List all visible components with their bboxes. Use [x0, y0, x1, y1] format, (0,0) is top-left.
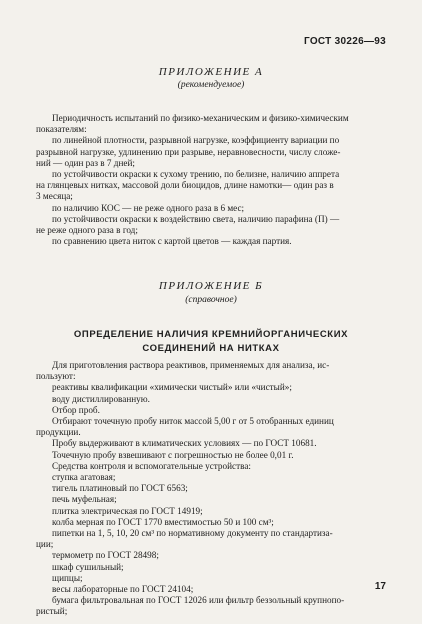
section-heading-line-2: СОЕДИНЕНИЙ НА НИТКАХ	[142, 343, 280, 354]
text-line: ристый;	[36, 606, 68, 617]
text-line: щипцы;	[52, 572, 83, 583]
text-line: по устойчивости окраски к воздействию света, наличию парафина (П) —	[52, 213, 340, 224]
text-line: по линейной плотности, разрывной нагрузке, коэффициенту вариации по	[52, 135, 340, 146]
appendix-a-body	[36, 113, 388, 247]
text-line: плитка электрическая по ГОСТ 14919;	[52, 505, 203, 516]
text-line: Отбирают точечную пробу ниток массой 5,00 г от 5 отобранных единиц	[52, 416, 334, 427]
appendix-b-body	[36, 360, 388, 618]
text-line: не реже одного раза в год;	[36, 225, 138, 236]
text-line: на глянцевых нитках, массовой доли биоцидов, длине намотки— один раз в	[36, 180, 334, 191]
page-number: 17	[374, 581, 386, 592]
appendix-b-title: ПРИЛОЖЕНИЕ Б	[158, 280, 264, 292]
text-line: шкаф сушильный;	[52, 561, 124, 572]
text-line: по устойчивости окраски к сухому трению, по белизне, наличию аппрета	[52, 169, 340, 180]
text-line: Средства контроля и вспомогательные устройства:	[52, 460, 251, 471]
text-line: пипетки на 1, 5, 10, 20 см³ по нормативному документу по стандартиза-	[52, 528, 333, 539]
appendix-a-subtitle: (рекомендуемое)	[177, 80, 245, 90]
appendix-a-title: ПРИЛОЖЕНИЕ А	[158, 66, 264, 78]
text-line: ции;	[36, 539, 54, 550]
text-line: весы лабораторные по ГОСТ 24104;	[52, 584, 194, 595]
text-line: ступка агатовая;	[52, 472, 116, 483]
document-header: ГОСТ 30226—93	[303, 36, 386, 47]
text-line: продукции.	[36, 427, 81, 438]
text-line: Периодичность испытаний по физико-механическим и физико-химическим	[52, 113, 349, 123]
text-line: воду дистиллированную.	[52, 393, 150, 404]
text-line: по сравнению цвета ниток с картой цветов — каждая партия.	[52, 236, 292, 247]
text-line: бумага фильтровальная по ГОСТ 12026 или фильтр беззольный крупнопо-	[52, 595, 345, 606]
text-line: показателям:	[36, 124, 87, 135]
text-line: Пробу выдерживают в климатических условиях — по ГОСТ 10681.	[52, 438, 317, 449]
text-line: печь муфельная;	[52, 494, 117, 505]
text-line: по наличию КОС — не реже одного раза в 6 мес;	[52, 202, 245, 213]
appendix-b-subtitle: (справочное)	[185, 295, 237, 305]
text-line: термометр по ГОСТ 28498;	[52, 550, 159, 561]
text-line: ний — один раз в 7 дней;	[36, 157, 135, 168]
text-line: разрывной нагрузке, удлинению при разрыве, неравновесности, числу сложе-	[36, 146, 341, 157]
text-line: колба мерная по ГОСТ 1770 вместимостью 50 и 100 см³;	[52, 516, 274, 527]
text-line: тигель платиновый по ГОСТ 6563;	[52, 483, 188, 494]
text-line: Отбор проб.	[52, 404, 100, 415]
section-heading	[0, 328, 422, 356]
text-line: пользуют:	[36, 371, 76, 382]
text-line: Для приготовления раствора реактивов, применяемых для анализа, ис-	[52, 360, 330, 370]
section-heading-line-1: ОПРЕДЕЛЕНИЕ НАЛИЧИЯ КРЕМНИЙОРГАНИЧЕСКИХ	[73, 329, 349, 340]
text-line: 3 месяца;	[36, 191, 73, 202]
text-line: Точечную пробу взвешивают с погрешностью не более 0,01 г.	[52, 449, 294, 460]
text-line: реактивы квалификации «химически чистый» или «чистый»;	[52, 382, 292, 393]
